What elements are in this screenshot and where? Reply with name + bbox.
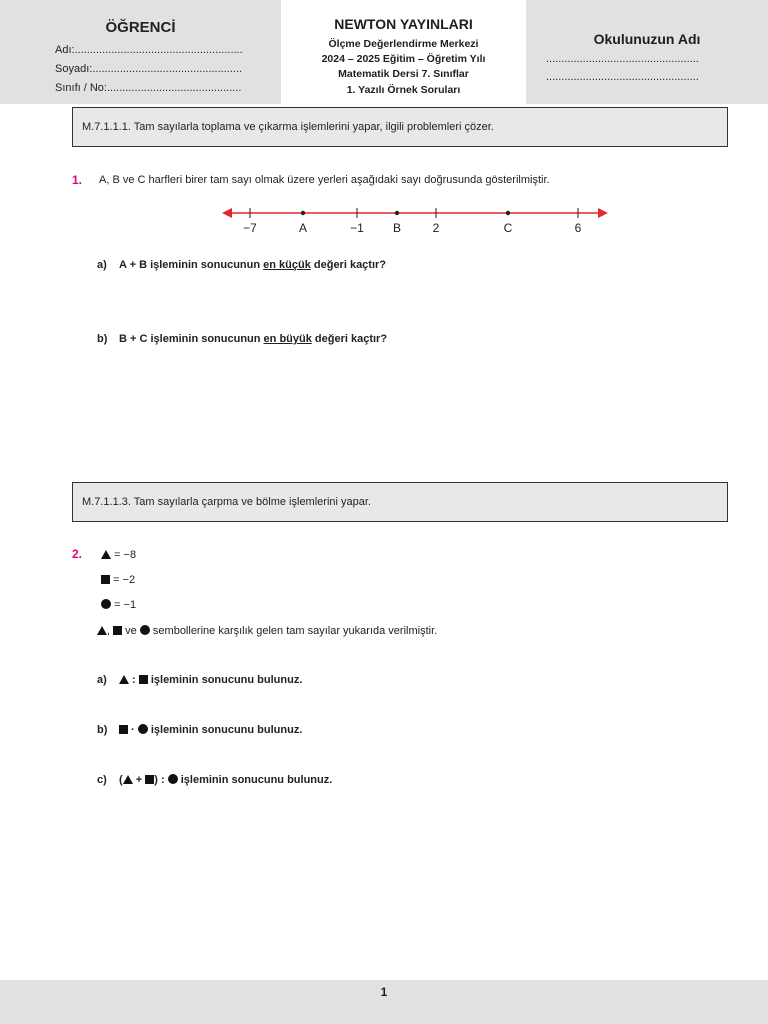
student-info-panel	[0, 0, 281, 104]
square-icon	[101, 575, 110, 584]
left-arrow-icon	[222, 208, 232, 218]
center-line: Ölçme Değerlendirme Merkezi	[328, 38, 479, 50]
circle-definition: = −1	[101, 599, 136, 611]
center-line: Matematik Dersi 7. Sınıflar	[338, 68, 469, 80]
surname-field[interactable]: Soyadı:.................................................	[55, 63, 243, 75]
publisher-panel	[281, 0, 526, 104]
point	[395, 211, 399, 215]
page-number: 1	[380, 985, 388, 999]
circle-icon	[140, 625, 150, 635]
circle-icon	[101, 599, 111, 609]
center-line: 2024 – 2025 Eğitim – Öğretim Yılı	[321, 53, 486, 65]
question-stem: A, B ve C harfleri birer tam sayı olmak üzere yerleri aşağıdaki sayı doğrusunda gösterilmiştir.	[99, 174, 550, 186]
tick-label: C	[503, 221, 513, 235]
right-arrow-icon	[598, 208, 608, 218]
subquestion-a: a) : işleminin sonucunu bulunuz.	[97, 674, 303, 686]
page-footer	[0, 980, 768, 1024]
name-field[interactable]: Adı:.......................................................	[55, 44, 243, 56]
objective-text: M.7.1.1.3. Tam sayılarla çarpma ve bölme işlemlerini yapar.	[82, 496, 371, 508]
circle-icon	[138, 724, 148, 734]
square-icon	[139, 675, 148, 684]
point	[506, 211, 510, 215]
triangle-definition: = −8	[101, 549, 136, 561]
tick-label: 2	[432, 221, 440, 235]
question-number: 1.	[72, 173, 83, 187]
triangle-icon	[101, 550, 111, 559]
objective-text: M.7.1.1.1. Tam sayılarla toplama ve çıkarma işlemlerini yapar, ilgili problemleri çözer.	[82, 121, 494, 133]
triangle-icon	[123, 775, 133, 784]
square-icon	[119, 725, 128, 734]
tick-label: B	[392, 221, 402, 235]
objective-box	[72, 482, 728, 522]
objective-box	[72, 107, 728, 147]
student-title: ÖĞRENCİ	[105, 19, 176, 36]
class-number-field[interactable]: Sınıfı / No:............................................	[55, 82, 242, 94]
triangle-icon	[119, 675, 129, 684]
school-line[interactable]: ..................................................	[546, 71, 699, 83]
tick-label: 6	[574, 221, 582, 235]
subquestion-a: a) A + B işleminin sonucunun en küçük değeri kaçtır?	[97, 259, 387, 271]
center-line: 1. Yazılı Örnek Soruları	[346, 84, 461, 96]
number-line	[220, 200, 610, 240]
square-definition: = −2	[101, 574, 135, 586]
tick-label: −7	[243, 221, 257, 235]
publisher-name: NEWTON YAYINLARI	[334, 16, 473, 32]
square-icon	[113, 626, 122, 635]
subquestion-b: b) · işleminin sonucunu bulunuz.	[97, 724, 303, 736]
school-line[interactable]: ..................................................	[546, 53, 699, 65]
square-icon	[145, 775, 154, 784]
subquestion-c: c) ( + ) : işleminin sonucunu bulunuz.	[97, 774, 333, 786]
circle-icon	[168, 774, 178, 784]
symbols-statement: , ve sembollerine karşılık gelen tam sayılar yukarıda verilmiştir.	[97, 625, 437, 637]
question-number: 2.	[72, 547, 83, 561]
school-panel	[526, 0, 768, 104]
triangle-icon	[97, 626, 107, 635]
tick-label: A	[298, 221, 308, 235]
point	[301, 211, 305, 215]
school-title: Okulunuzun Adı	[593, 31, 701, 47]
subquestion-b: b) B + C işleminin sonucunun en büyük değeri kaçtır?	[97, 333, 388, 345]
tick-label: −1	[350, 221, 364, 235]
